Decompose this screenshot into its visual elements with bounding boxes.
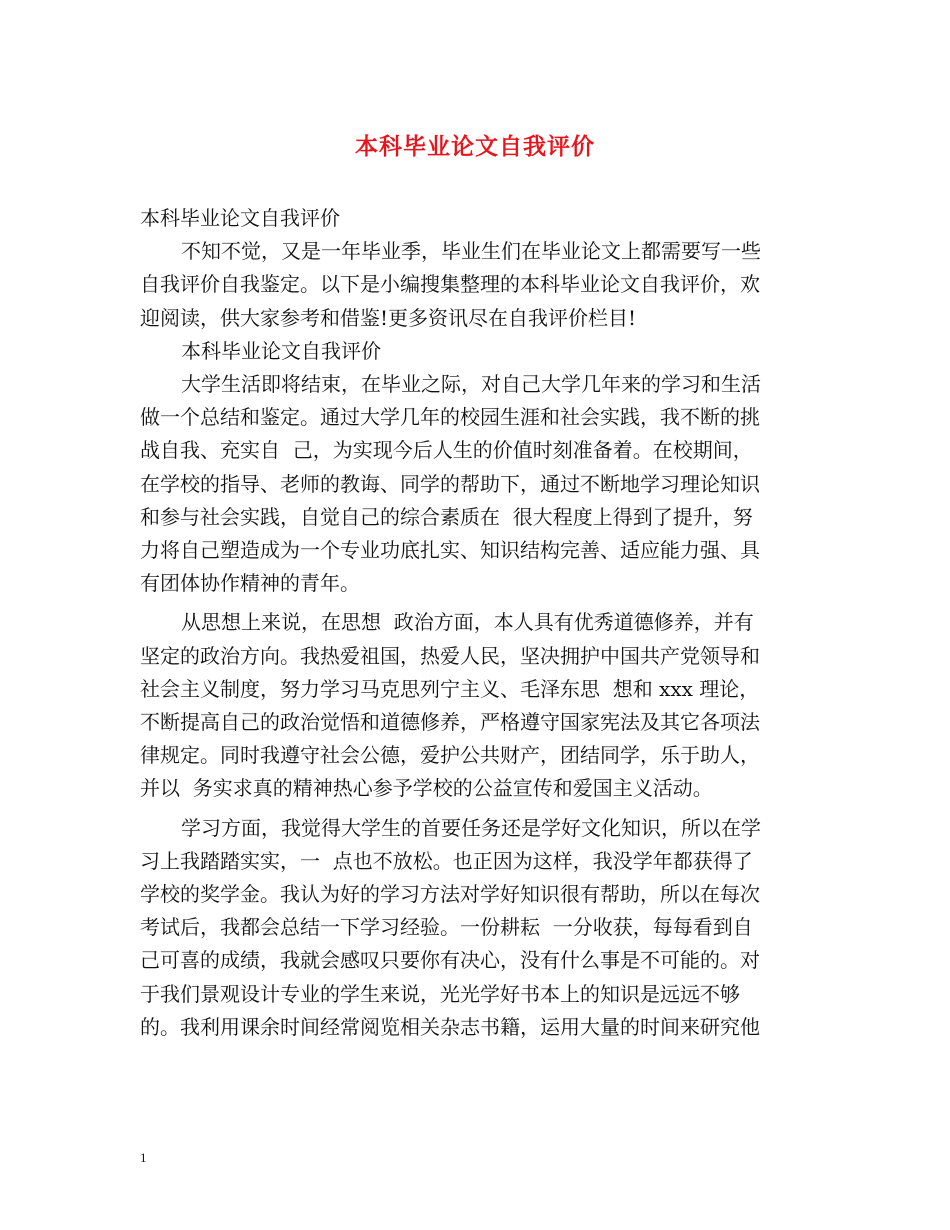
paragraph-line: 不知不觉，又是一年毕业季，毕业生们在毕业论文上都需要写一些 — [181, 239, 761, 264]
page-number: 1 — [140, 1150, 147, 1165]
paragraph-line: 自我评价自我鉴定。以下是小编搜集整理的本科毕业论文自我评价，欢 — [140, 272, 760, 297]
paragraph-line: 并以 务实求真的精神热心参予学校的公益宣传和爱国主义活动。 — [140, 776, 713, 801]
paragraph-line: 和参与社会实践，自觉自己的综合素质在 很大程度上得到了提升，努 — [140, 504, 753, 529]
paragraph-line: 从思想上来说，在思想 政治方面，本人具有优秀道德修养，并有 — [181, 610, 754, 635]
paragraph-line: 学校的奖学金。我认为好的学习方法对学好知识很有帮助，所以在每次 — [140, 882, 760, 907]
paragraph-line: 大学生活即将结束，在毕业之际，对自己大学几年来的学习和生活 — [181, 372, 761, 397]
paragraph-line: 迎阅读，供大家参考和借鉴!更多资讯尽在自我评价栏目! — [140, 305, 637, 330]
paragraph-line: 战自我、充实自 己，为实现今后人生的价值时刻准备着。在校期间， — [140, 438, 753, 463]
paragraph-line: 坚定的政治方向。我热爱祖国，热爱人民，坚决拥护中国共产党领导和 — [140, 643, 760, 668]
paragraph-line: 力将自己塑造成为一个专业功底扎实、知识结构完善、适应能力强、具 — [140, 538, 760, 563]
paragraph-line: 不断提高自己的政治觉悟和道德修养，严格遵守国家宪法及其它各项法 — [140, 710, 760, 735]
paragraph-line: 学习方面，我觉得大学生的首要任务还是学好文化知识，所以在学 — [181, 815, 761, 840]
paragraph-line: 律规定。同时我遵守社会公德，爱护公共财产，团结同学，乐于助人， — [140, 743, 760, 768]
paragraph-line: 于我们景观设计专业的学生来说，光光学好书本上的知识是远远不够 — [140, 981, 740, 1006]
paragraph-line: 有团体协作精神的青年。 — [140, 571, 360, 596]
paragraph-line: 考试后，我都会总结一下学习经验。一份耕耘 一分收获，每每看到自 — [140, 915, 753, 940]
document-body — [140, 202, 816, 1044]
paragraph-line: 做一个总结和鉴定。通过大学几年的校园生涯和社会实践，我不断的挑 — [140, 405, 760, 430]
paragraph-line: 在学校的指导、老师的教诲、同学的帮助下，通过不断地学习理论知识 — [140, 471, 760, 496]
section-heading-line: 本科毕业论文自我评价 — [181, 338, 381, 363]
document-title: 本科毕业论文自我评价 — [355, 133, 595, 160]
paragraph-line: 习上我踏踏实实，一 点也不放松。也正因为这样，我没学年都获得了 — [140, 848, 753, 873]
paragraph-line: 的。我利用课余时间经常阅览相关杂志书籍，运用大量的时间来研究他 — [140, 1014, 760, 1039]
subheading-line: 本科毕业论文自我评价 — [140, 206, 340, 230]
paragraph-line: 己可喜的成绩，我就会感叹只要你有决心，没有什么事是不可能的。对 — [140, 948, 760, 973]
paragraph-line: 社会主义制度，努力学习马克思列宁主义、毛泽东思 想和 xxx 理论， — [140, 676, 760, 701]
